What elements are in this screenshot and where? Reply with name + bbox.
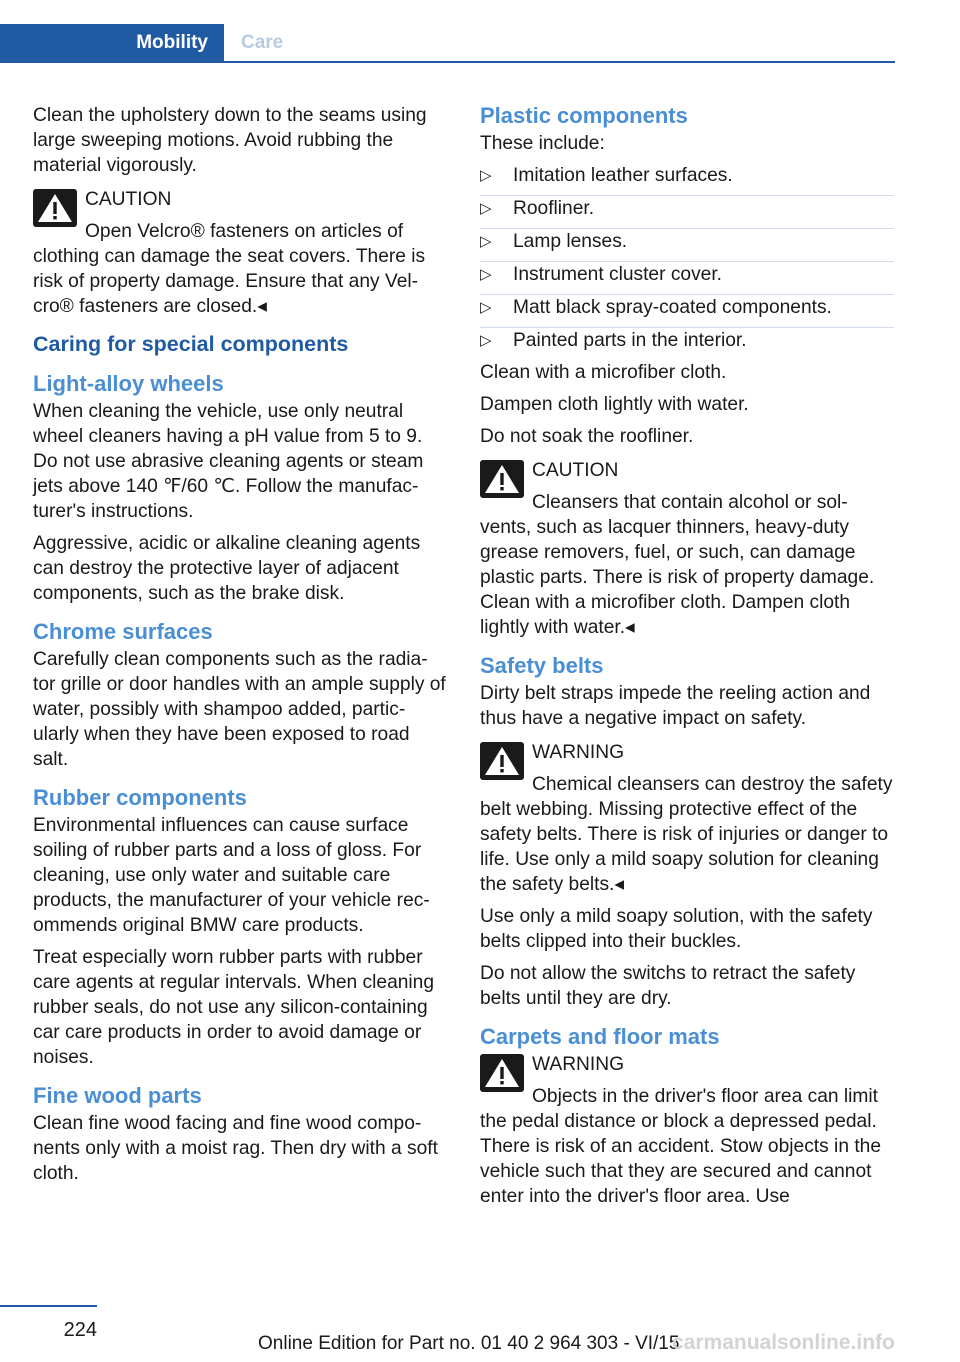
wheels-heading: Light-alloy wheels [33,371,224,396]
list-item: ▷ Roofliner. [480,195,894,221]
warning-text: Chemical cleansers can destroy the safety belt webbing. Missing protective effect of the safety belts. There is risk of injuries or danger to life. Use only a mild soapy solution for cleaning the safety belts.◂ [480,774,893,895]
plastic-heading: Plastic components [480,103,688,128]
wood-heading: Fine wood parts [33,1083,202,1108]
bullet-icon: ▷ [480,167,492,184]
plastic-list [480,163,894,353]
upholstery-intro: Clean the upholstery down to the seams using large sweeping motions. Avoid rubbing the material vigorously. [33,105,427,176]
warning-floor [480,1052,894,1209]
list-item: ▷ Matt black spray-coated components. [480,294,894,320]
chrome-paragraph: Carefully clean components such as the radia-tor grille or door handles with an ample supply of water, possibly with shampoo added, partic-ularly when they have been exposed to road salt. [33,649,446,770]
rubber-paragraph-2: Treat especially worn rubber parts with rubber care agents at regular intervals. When cleaning rubber seals, do not use any silicon-containing car care products in order to avoid damage or noises. [33,947,435,1068]
bullet-icon: ▷ [480,266,492,283]
right-column [480,103,894,1216]
warning-triangle-icon [480,742,524,780]
left-column [33,103,447,1193]
edition-footer: Online Edition for Part no. 01 40 2 964 303 - VI/15 [258,1333,680,1354]
warning-label: WARNING [532,742,625,763]
caution-label: CAUTION [85,189,172,210]
warning-text: Objects in the driver's floor area can limit the pedal distance or block a depressed pedal. There is risk of an accident. Stow objects in the vehicle such that they are secured and cannot enter into the driver's floor area. Use [480,1086,881,1207]
bullet-icon: ▷ [480,299,492,316]
list-item: ▷ Instrument cluster cover. [480,261,894,287]
list-item: ▷ Imitation leather surfaces. [480,165,733,186]
rubber-paragraph-1: Environmental influences can cause surface soiling of rubber parts and a loss of gloss. For cleaning, use only water and suitable care products, the manufacturer of your vehicle rec-ommends original BMW care products. [33,815,430,936]
tab-mobility[interactable]: Mobility [0,24,224,61]
belts-paragraph-3: Do not allow the switchs to retract the safety belts until they are dry. [480,963,856,1009]
list-item: ▷ Painted parts in the interior. [480,327,894,353]
caution-label: CAUTION [532,460,619,481]
warning-triangle-icon [33,189,77,227]
wheels-paragraph-2: Aggressive, acidic or alkaline cleaning agents can destroy the protective layer of adjacent components, such as the brake disk. [33,533,421,604]
bullet-icon: ▷ [480,200,492,217]
carpets-heading: Carpets and floor mats [480,1024,720,1049]
plastic-paragraph-1: Clean with a microfiber cloth. [480,362,727,383]
section-title: Caring for special components [33,332,349,356]
wheels-paragraph-1: When cleaning the vehicle, use only neutral wheel cleaners having a pH value from 5 to 9. Do not use abrasive cleaning agents or steam jets above 140 ℉/60 ℃. Follow the manufac-turer's instructions. [33,401,424,522]
warning-label: WARNING [532,1054,625,1075]
wood-paragraph: Clean fine wood facing and fine wood compo-nents only with a moist rag. Then dry with a soft cloth. [33,1113,438,1184]
plastic-paragraph-3: Do not soak the roofliner. [480,426,694,447]
bullet-icon: ▷ [480,332,492,349]
caution-text: Open Velcro® fasteners on articles of clothing can damage the seat covers. There is risk of property damage. Ensure that any Vel-cro® fasteners are closed.◂ [33,221,426,317]
chrome-heading: Chrome surfaces [33,619,213,644]
page-number: 224 [63,1319,97,1341]
bullet-icon: ▷ [480,233,492,250]
caution-cleansers [480,458,894,640]
caution-text: Cleansers that contain alcohol or sol-vents, such as lacquer thinners, heavy-duty grease removers, fuel, or such, can damage plastic parts. There is risk of property damage. Clean with a microfiber cloth. Dampen cloth lightly with water.◂ [480,492,875,638]
warning-belts [480,740,894,897]
warning-triangle-icon [480,1054,524,1092]
belts-paragraph-2: Use only a mild soapy solution, with the safety belts clipped into their buckles. [480,906,873,952]
warning-triangle-icon [480,460,524,498]
rubber-heading: Rubber components [33,785,247,810]
plastic-paragraph-2: Dampen cloth lightly with water. [480,394,749,415]
tab-care[interactable]: Care [241,32,284,53]
chapter-tabbar [0,24,895,63]
belts-paragraph-1: Dirty belt straps impede the reeling action and thus have a negative impact on safety. [480,683,871,729]
caution-velcro [33,187,447,319]
page-number-rule [0,1305,97,1307]
list-item: ▷ Lamp lenses. [480,228,894,254]
belts-heading: Safety belts [480,653,604,678]
watermark: carmanualsonline.info [672,1331,895,1354]
plastic-intro: These include: [480,133,605,154]
